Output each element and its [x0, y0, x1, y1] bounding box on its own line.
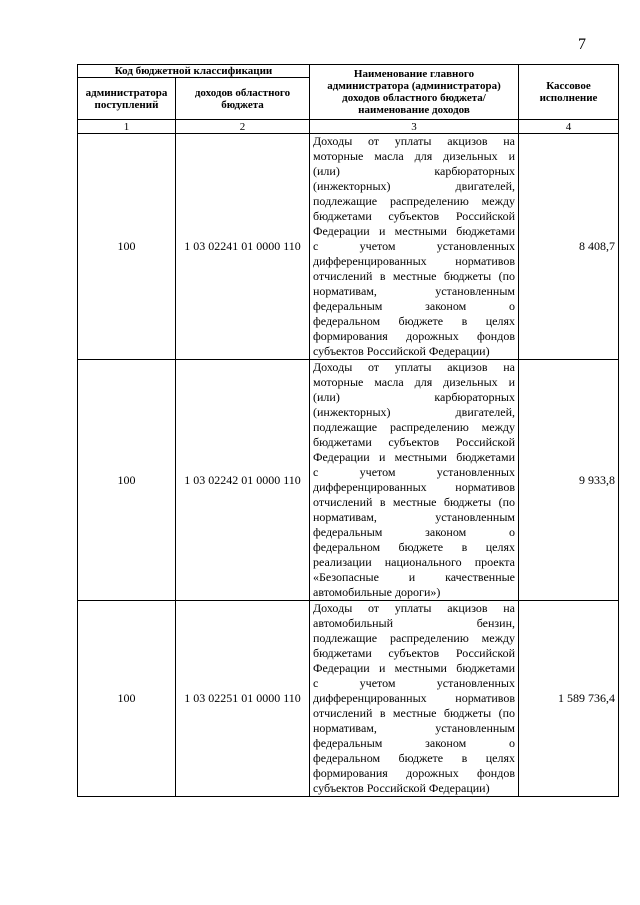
revenue-name-line: Доходы от уплаты акцизов на: [313, 134, 515, 148]
revenue-name-line: федеральном бюджете в целях: [313, 314, 515, 328]
revenue-name-line: с учетом установленных: [313, 239, 515, 253]
revenue-name-line: нормативам, установленным: [313, 721, 515, 735]
page-number: 7: [578, 36, 586, 53]
revenue-name-line: «Безопасные и качественные: [313, 570, 515, 584]
revenue-name-line: автомобильные дороги»): [313, 585, 441, 599]
admin-code-cell: 100: [78, 360, 176, 601]
column-number: 2: [176, 120, 310, 134]
revenue-name-line: субъектов Российской Федерации): [313, 781, 490, 795]
revenue-name-line: Федерации и местными бюджетами: [313, 450, 515, 464]
revenue-name-line: нормативам, установленным: [313, 510, 515, 524]
revenue-name-line: автомобильный бензин,: [313, 616, 515, 630]
revenue-name-line: Федерации и местными бюджетами: [313, 661, 515, 675]
column-number: 4: [519, 120, 619, 134]
revenue-name-line: моторные масла для дизельных и: [313, 149, 515, 163]
revenue-name-line: бюджетами субъектов Российской: [313, 435, 515, 449]
admin-code-cell: 100: [78, 134, 176, 360]
revenue-name-line: федеральным законом о: [313, 299, 515, 313]
revenue-name-line: бюджетами субъектов Российской: [313, 646, 515, 660]
revenue-name-line: субъектов Российской Федерации): [313, 344, 490, 358]
revenue-name-line: (инжекторных) двигателей,: [313, 179, 515, 193]
header-revenue-code: доходов областного бюджета: [176, 78, 310, 120]
revenue-name-line: Федерации и местными бюджетами: [313, 224, 515, 238]
revenue-name-line: нормативам, установленным: [313, 284, 515, 298]
header-admin: администратора поступлений: [78, 78, 176, 120]
revenue-name-line: отчислений в местные бюджеты (по: [313, 495, 515, 509]
admin-code-cell: 100: [78, 601, 176, 797]
revenue-name-line: отчислений в местные бюджеты (по: [313, 269, 515, 283]
revenue-name-line: Доходы от уплаты акцизов на: [313, 360, 515, 374]
table-body: [78, 134, 619, 797]
revenue-name-line: федеральном бюджете в целях: [313, 751, 515, 765]
revenue-name-line: подлежащие распределению между: [313, 194, 515, 208]
header-cash-execution: Кассовое исполнение: [519, 65, 619, 120]
revenue-name-line: моторные масла для дизельных и: [313, 375, 515, 389]
revenue-name-line: отчислений в местные бюджеты (по: [313, 706, 515, 720]
revenue-code-cell: 1 03 02251 01 0000 110: [176, 601, 310, 797]
revenue-name-line: формирования дорожных фондов: [313, 766, 515, 780]
revenue-name-line: формирования дорожных фондов: [313, 329, 515, 343]
budget-table: [77, 64, 619, 797]
revenue-name-line: дифференцированных нормативов: [313, 691, 515, 705]
table-row: [78, 134, 619, 360]
revenue-name-cell: [310, 601, 519, 797]
revenue-name-line: федеральным законом о: [313, 525, 515, 539]
revenue-name-line: дифференцированных нормативов: [313, 480, 515, 494]
revenue-name-line: бюджетами субъектов Российской: [313, 209, 515, 223]
revenue-name-cell: [310, 134, 519, 360]
revenue-name-line: с учетом установленных: [313, 676, 515, 690]
header-classification-code: Код бюджетной классификации: [78, 65, 310, 78]
revenue-name-line: с учетом установленных: [313, 465, 515, 479]
revenue-name-line: (или) карбюраторных: [313, 390, 515, 404]
revenue-name-line: федеральным законом о: [313, 736, 515, 750]
header-name: Наименование главного администратора (администратора) доходов областного бюджета/ наименование доходов: [310, 65, 519, 120]
column-number: 3: [310, 120, 519, 134]
revenue-name-line: реализации национального проекта: [313, 555, 515, 569]
revenue-name-line: федеральном бюджете в целях: [313, 540, 515, 554]
cash-execution-cell: 8 408,7: [519, 134, 619, 360]
revenue-name-line: подлежащие распределению между: [313, 631, 515, 645]
revenue-name-line: Доходы от уплаты акцизов на: [313, 601, 515, 615]
table-row: [78, 601, 619, 797]
revenue-name-line: подлежащие распределению между: [313, 420, 515, 434]
revenue-name-line: (инжекторных) двигателей,: [313, 405, 515, 419]
cash-execution-cell: 9 933,8: [519, 360, 619, 601]
table-row: [78, 360, 619, 601]
revenue-code-cell: 1 03 02242 01 0000 110: [176, 360, 310, 601]
cash-execution-cell: 1 589 736,4: [519, 601, 619, 797]
revenue-name-line: (или) карбюраторных: [313, 164, 515, 178]
column-numbers-row: [78, 120, 619, 134]
revenue-code-cell: 1 03 02241 01 0000 110: [176, 134, 310, 360]
revenue-name-line: дифференцированных нормативов: [313, 254, 515, 268]
revenue-name-cell: [310, 360, 519, 601]
column-number: 1: [78, 120, 176, 134]
